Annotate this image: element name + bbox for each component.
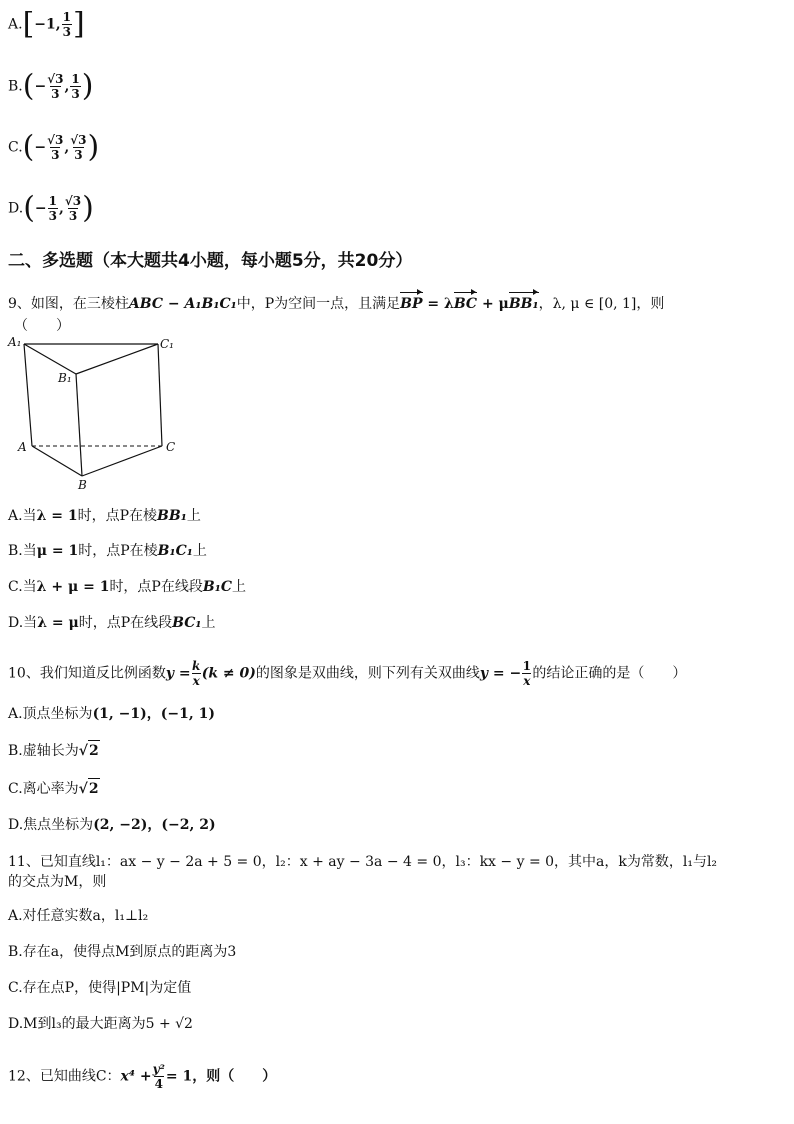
q9-option-c[interactable]: C.当λ + μ = 1时，点P在线段B₁C上 bbox=[8, 579, 246, 595]
edge-b-c bbox=[82, 446, 162, 476]
edge-a-b bbox=[32, 446, 82, 476]
label-c: C bbox=[166, 440, 176, 454]
label-b: B bbox=[78, 478, 87, 492]
q10-option-b[interactable]: B.虚轴长为√2 bbox=[8, 740, 100, 761]
q8-option-b[interactable]: B.(− $\frac{√3}{3}$ , $\frac{1}{3}$ ) bbox=[8, 68, 94, 104]
q11-option-c[interactable]: C.存在点P，使得|PM|为定值 bbox=[8, 980, 192, 996]
q12-stem: 12、已知曲线C：x⁴ + $\frac{\text{y²}}{4}$ = 1，则（ ） bbox=[8, 1062, 277, 1091]
edge-b1-c1 bbox=[76, 344, 158, 374]
label-b1: B₁ bbox=[58, 371, 72, 385]
q11-stem-line1: 11、已知直线l₁：ax − y − 2a + 5 = 0，l₂：x + ay − 3a − 4 = 0，l₃：kx − y = 0，其中a，k为常数，l₁与l₂ bbox=[8, 854, 718, 870]
prism-figure bbox=[6, 334, 186, 494]
q10-stem: 10、我们知道反比例函数y = $\frac{k}{x}$ (k ≠ 0)的图象是双曲线，则下列有关双曲线y = − $\frac{1}{x}$ 的结论正确的是（ ） bbox=[8, 659, 687, 688]
edge-a1-b1 bbox=[24, 344, 76, 374]
q9-option-d[interactable]: D.当λ = μ时，点P在线段BC₁上 bbox=[8, 615, 216, 631]
q10-option-a[interactable]: A.顶点坐标为(1, −1)，(−1, 1) bbox=[8, 706, 215, 722]
q11-stem-line2: 的交点为M，则 bbox=[8, 874, 107, 890]
q8-option-a[interactable]: A.[−1, $\frac{1}{3}$ ] bbox=[8, 6, 85, 42]
q11-option-b[interactable]: B.存在a，使得点M到原点的距离为3 bbox=[8, 944, 237, 960]
label-c1: C₁ bbox=[160, 337, 174, 351]
q9-stem: 9、如图，在三棱柱ABC − A₁B₁C₁中，P为空间一点，且满足BP = λBC + μBB₁，λ, μ ∈ [0, 1]，则 bbox=[8, 296, 665, 312]
q8-option-c[interactable]: C.(− $\frac{√3}{3}$ , $\frac{√3}{3}$ ) bbox=[8, 129, 100, 165]
label-a: A bbox=[18, 440, 27, 454]
q9-answer-paren: （ ） bbox=[14, 318, 70, 334]
q8-option-d[interactable]: D.(− $\frac{1}{3}$ , $\frac{√3}{3}$ ) bbox=[8, 190, 94, 226]
label-a1: A₁ bbox=[8, 335, 22, 349]
edge-c1-c bbox=[158, 344, 162, 446]
q10-option-c[interactable]: C.离心率为√2 bbox=[8, 778, 100, 799]
q10-option-d[interactable]: D.焦点坐标为(2, −2)，(−2, 2) bbox=[8, 817, 216, 833]
q9-option-b[interactable]: B.当μ = 1时，点P在棱B₁C₁上 bbox=[8, 543, 207, 559]
q11-option-d[interactable]: D.M到l₃的最大距离为5 + √2 bbox=[8, 1016, 193, 1032]
section-title: 二、多选题（本大题共4小题，每小题5分，共20分） bbox=[8, 251, 413, 271]
edge-b1-b bbox=[76, 374, 82, 476]
q11-option-a[interactable]: A.对任意实数a，l₁⊥l₂ bbox=[8, 908, 149, 924]
q9-option-a[interactable]: A.当λ = 1时，点P在棱BB₁上 bbox=[8, 508, 201, 524]
edge-a1-a bbox=[24, 344, 32, 446]
